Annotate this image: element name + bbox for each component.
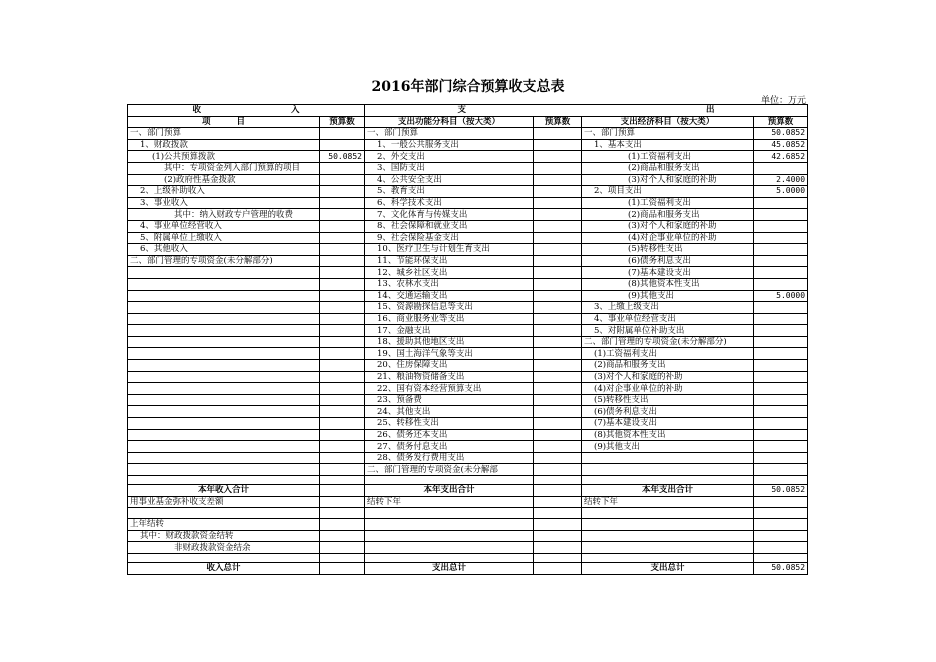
col-econ-header: 支出经济科目（按大类）: [582, 116, 754, 128]
col-item-header: [128, 116, 320, 128]
func-value-cell: [534, 441, 582, 453]
func-item-cell: 26、债务还本支出: [365, 429, 534, 441]
econ-value-cell: [754, 336, 808, 348]
budget-table-footer: [128, 476, 808, 575]
func-item-cell: 1、一般公共服务支出: [365, 139, 534, 151]
func-value-cell: [534, 360, 582, 372]
income-item-cell: 3、事业收入: [128, 197, 320, 209]
prev-carry-row: [128, 519, 808, 531]
col-item-b: 目: [236, 116, 246, 127]
econ-value-cell: [754, 162, 808, 174]
func-item-cell: 8、社会保障和就业支出: [365, 220, 534, 232]
income-value-cell: [320, 383, 365, 395]
table-row: [128, 267, 808, 279]
econ-item-cell: (8)其他资本性支出: [582, 429, 754, 441]
func-value-cell: [534, 406, 582, 418]
income-value-cell: [320, 360, 365, 372]
func-value-cell: [534, 383, 582, 395]
econ-item-cell: 二、部门管理的专项资金(未分解部分): [582, 336, 754, 348]
table-row: [128, 139, 808, 151]
func-value-cell: [534, 186, 582, 198]
income-value-cell: [320, 418, 365, 430]
econ-item-cell: (6)债务利息支出: [582, 406, 754, 418]
table-row: [128, 406, 808, 418]
func-value-cell: [534, 348, 582, 360]
econ-value-cell: [754, 278, 808, 290]
grand-income-label: 收入总计: [128, 562, 320, 574]
econ-item-cell: (2)商品和服务支出: [582, 162, 754, 174]
income-item-cell: 其中：纳入财政专户管理的收费: [128, 209, 320, 221]
func-item-cell: 15、资源勘探信息等支出: [365, 302, 534, 314]
func-item-cell: 25、转移性支出: [365, 418, 534, 430]
income-value-cell: 50.0852: [320, 151, 365, 163]
econ-value-cell: [754, 348, 808, 360]
income-value-cell: [320, 406, 365, 418]
econ-value-cell: [754, 302, 808, 314]
func-item-cell: 6、科学技术支出: [365, 197, 534, 209]
income-value-cell: [320, 128, 365, 140]
income-item-cell: [128, 348, 320, 360]
econ-item-cell: (4)对企事业单位的补助: [582, 232, 754, 244]
income-item-cell: (1)公共预算拨款: [128, 151, 320, 163]
expense-header-b: 出: [706, 105, 715, 116]
func-value-cell: [534, 220, 582, 232]
func-item-cell: 12、城乡社区支出: [365, 267, 534, 279]
func-item-cell: 20、住房保障支出: [365, 360, 534, 372]
econ-item-cell: (5)转移性支出: [582, 244, 754, 256]
income-value-cell: [320, 278, 365, 290]
func-item-cell: 27、债务付息支出: [365, 441, 534, 453]
econ-value-cell: 50.0852: [754, 128, 808, 140]
carry-func-label: 结转下年: [365, 496, 534, 508]
func-value-cell: [534, 128, 582, 140]
spacer-row: [128, 476, 808, 485]
func-item-cell: 23、预备费: [365, 394, 534, 406]
func-item-cell: 3、国防支出: [365, 162, 534, 174]
unit-label: 单位：万元: [760, 96, 806, 106]
table-row: [128, 371, 808, 383]
income-item-cell: [128, 418, 320, 430]
func-item-cell: 28、债务发行费用支出: [365, 452, 534, 464]
func-value-cell: [534, 336, 582, 348]
page-title: 2016年部门综合预算收支总表: [371, 79, 565, 95]
func-value-cell: [534, 302, 582, 314]
table-row: [128, 209, 808, 221]
func-value-cell: [534, 394, 582, 406]
income-item-cell: [128, 371, 320, 383]
income-item-cell: 1、财政拨款: [128, 139, 320, 151]
income-value-cell: [320, 348, 365, 360]
econ-item-cell: (8)其他资本性支出: [582, 278, 754, 290]
func-item-cell: 7、文化体育与传媒支出: [365, 209, 534, 221]
income-item-cell: [128, 383, 320, 395]
income-item-cell: [128, 394, 320, 406]
income-header-a: 收: [192, 105, 201, 116]
func-item-cell: 21、粮油物资储备支出: [365, 371, 534, 383]
income-item-cell: [128, 441, 320, 453]
income-value-cell: [320, 186, 365, 198]
income-value-cell: [320, 267, 365, 279]
func-item-cell: 24、其他支出: [365, 406, 534, 418]
table-row: [128, 197, 808, 209]
func-value-cell: [534, 464, 582, 476]
prev-fiscal-label: 其中：财政拨款资金结转: [128, 530, 320, 542]
table-row: [128, 162, 808, 174]
income-item-cell: 二、部门管理的专项资金(未分解部分): [128, 255, 320, 267]
func-item-cell: 一、部门预算: [365, 128, 534, 140]
econ-value-cell: [754, 220, 808, 232]
econ-value-cell: [754, 406, 808, 418]
income-item-cell: [128, 313, 320, 325]
func-value-cell: [534, 162, 582, 174]
func-value-cell: [534, 429, 582, 441]
func-item-cell: 18、援助其他地区支出: [365, 336, 534, 348]
income-item-cell: [128, 406, 320, 418]
func-value-cell: [534, 232, 582, 244]
func-item-cell: 13、农林水支出: [365, 278, 534, 290]
budget-table-body: [128, 105, 808, 476]
table-row: [128, 255, 808, 267]
income-item-cell: [128, 464, 320, 476]
income-item-cell: 一、部门预算: [128, 128, 320, 140]
income-item-cell: [128, 336, 320, 348]
carry-econ-label: 结转下年: [582, 496, 754, 508]
econ-item-cell: (2)商品和服务支出: [582, 360, 754, 372]
econ-value-cell: 5.0000: [754, 186, 808, 198]
func-item-cell: 5、教育支出: [365, 186, 534, 198]
func-value-cell: [534, 325, 582, 337]
col-item-a: 项: [201, 116, 211, 127]
econ-value-cell: [754, 394, 808, 406]
func-value-cell: [534, 267, 582, 279]
func-value-cell: [534, 255, 582, 267]
func-value-cell: [534, 418, 582, 430]
econ-value-cell: [754, 383, 808, 395]
income-value-cell: [320, 441, 365, 453]
table-row: [128, 232, 808, 244]
econ-item-cell: (5)转移性支出: [582, 394, 754, 406]
econ-item-cell: (9)其他支出: [582, 290, 754, 302]
prev-fiscal-row: [128, 530, 808, 542]
table-row: [128, 186, 808, 198]
table-row: [128, 325, 808, 337]
func-item-cell: 2、外交支出: [365, 151, 534, 163]
income-value-cell: [320, 325, 365, 337]
prev-nonfiscal-row: [128, 542, 808, 554]
income-item-cell: [128, 290, 320, 302]
income-value-cell: [320, 209, 365, 221]
econ-value-cell: [754, 232, 808, 244]
func-item-cell: 10、医疗卫生与计划生育支出: [365, 244, 534, 256]
grand-func-label: 支出总计: [365, 562, 534, 574]
income-item-cell: [128, 429, 320, 441]
table-row: [128, 464, 808, 476]
econ-item-cell: [582, 464, 754, 476]
income-item-cell: [128, 325, 320, 337]
prev-carry-label: 上年结转: [128, 519, 320, 531]
col-budget-header-3: 预算数: [754, 116, 808, 128]
income-value-cell: [320, 232, 365, 244]
income-item-cell: (2)政府性基金拨款: [128, 174, 320, 186]
col-func-header: 支出功能分科目（按大类）: [365, 116, 534, 128]
prev-nonfiscal-label: 非财政拨款资金结余: [128, 542, 320, 554]
econ-value-cell: [754, 429, 808, 441]
econ-item-cell: 3、上缴上级支出: [582, 302, 754, 314]
income-item-cell: [128, 360, 320, 372]
income-value-cell: [320, 464, 365, 476]
table-row: [128, 360, 808, 372]
income-value-cell: [320, 313, 365, 325]
econ-item-cell: (4)对企事业单位的补助: [582, 383, 754, 395]
year-func-total-value: [534, 485, 582, 497]
income-value-cell: [320, 429, 365, 441]
econ-value-cell: 42.6852: [754, 151, 808, 163]
year-econ-total-label: 本年支出合计: [582, 485, 754, 497]
income-item-cell: 6、其他收入: [128, 244, 320, 256]
econ-item-cell: (1)工资福利支出: [582, 348, 754, 360]
econ-item-cell: [582, 452, 754, 464]
expense-header-a: 支: [457, 105, 467, 116]
econ-item-cell: (6)债务利息支出: [582, 255, 754, 267]
year-income-total-label: 本年收入合计: [128, 485, 320, 497]
econ-value-cell: 2.4000: [754, 174, 808, 186]
year-econ-total-value: 50.0852: [754, 485, 808, 497]
func-item-cell: 9、社会保险基金支出: [365, 232, 534, 244]
header-row-2: [128, 116, 808, 128]
income-value-cell: [320, 220, 365, 232]
income-value-cell: [320, 162, 365, 174]
table-row: [128, 394, 808, 406]
econ-value-cell: 5.0000: [754, 290, 808, 302]
func-value-cell: [534, 197, 582, 209]
col-budget-header-2: 预算数: [534, 116, 582, 128]
income-value-cell: [320, 139, 365, 151]
econ-value-cell: [754, 197, 808, 209]
year-total-row: [128, 485, 808, 497]
econ-item-cell: 2、项目支出: [582, 186, 754, 198]
econ-item-cell: (7)基本建设支出: [582, 418, 754, 430]
income-item-cell: [128, 302, 320, 314]
econ-item-cell: (9)其他支出: [582, 441, 754, 453]
func-value-cell: [534, 139, 582, 151]
col-budget-header-1: 预算数: [320, 116, 365, 128]
econ-value-cell: [754, 464, 808, 476]
econ-item-cell: (2)商品和服务支出: [582, 209, 754, 221]
table-row: [128, 452, 808, 464]
table-row: [128, 302, 808, 314]
econ-item-cell: 1、基本支出: [582, 139, 754, 151]
func-item-cell: 11、节能环保支出: [365, 255, 534, 267]
income-header-b: 入: [291, 105, 300, 116]
func-item-cell: 二、部门管理的专项资金(未分解部: [365, 464, 534, 476]
econ-value-cell: [754, 267, 808, 279]
income-value-cell: [320, 302, 365, 314]
income-item-cell: 5、附属单位上缴收入: [128, 232, 320, 244]
func-value-cell: [534, 209, 582, 221]
econ-item-cell: (1)工资福利支出: [582, 151, 754, 163]
income-item-cell: [128, 267, 320, 279]
econ-value-cell: [754, 244, 808, 256]
income-value-cell: [320, 394, 365, 406]
econ-item-cell: (3)对个人和家庭的补助: [582, 371, 754, 383]
table-row: [128, 174, 808, 186]
table-row: [128, 418, 808, 430]
econ-item-cell: (3)对个人和家庭的补助: [582, 174, 754, 186]
func-value-cell: [534, 244, 582, 256]
func-item-cell: 17、金融支出: [365, 325, 534, 337]
func-value-cell: [534, 151, 582, 163]
income-item-cell: [128, 278, 320, 290]
income-item-cell: [128, 452, 320, 464]
econ-value-cell: [754, 452, 808, 464]
econ-value-cell: [754, 255, 808, 267]
grand-econ-value: 50.0852: [754, 562, 808, 574]
grand-econ-label: 支出总计: [582, 562, 754, 574]
spacer-row-3: [128, 553, 808, 562]
income-value-cell: [320, 255, 365, 267]
econ-value-cell: [754, 441, 808, 453]
carry-row: [128, 496, 808, 508]
year-income-total-value: [320, 485, 365, 497]
econ-value-cell: [754, 209, 808, 221]
table-row: [128, 290, 808, 302]
income-item-cell: 其中：专项资金列入部门预算的项目: [128, 162, 320, 174]
econ-value-cell: [754, 325, 808, 337]
income-value-cell: [320, 244, 365, 256]
income-value-cell: [320, 290, 365, 302]
func-item-cell: 22、国有资本经营预算支出: [365, 383, 534, 395]
func-value-cell: [534, 371, 582, 383]
income-header: [128, 105, 365, 117]
econ-item-cell: (3)对个人和家庭的补助: [582, 220, 754, 232]
func-value-cell: [534, 174, 582, 186]
table-row: [128, 244, 808, 256]
table-row: [128, 151, 808, 163]
func-item-cell: 19、国土海洋气象等支出: [365, 348, 534, 360]
header-row-1: [128, 105, 808, 117]
func-value-cell: [534, 290, 582, 302]
econ-value-cell: [754, 360, 808, 372]
expense-header: [365, 105, 808, 117]
table-row: [128, 278, 808, 290]
income-value-cell: [320, 452, 365, 464]
fund-balance-label: 用事业基金弥补收支差额: [128, 496, 320, 508]
table-row: [128, 429, 808, 441]
table-row: [128, 383, 808, 395]
income-value-cell: [320, 197, 365, 209]
table-row: [128, 220, 808, 232]
budget-table: [127, 104, 808, 575]
table-row: [128, 441, 808, 453]
income-item-cell: 4、事业单位经营收入: [128, 220, 320, 232]
income-value-cell: [320, 336, 365, 348]
econ-item-cell: (1)工资福利支出: [582, 197, 754, 209]
func-value-cell: [534, 452, 582, 464]
grand-total-row: [128, 562, 808, 574]
func-item-cell: 14、交通运输支出: [365, 290, 534, 302]
year-func-total-label: 本年支出合计: [365, 485, 534, 497]
table-row: [128, 348, 808, 360]
econ-item-cell: (7)基本建设支出: [582, 267, 754, 279]
table-row: [128, 336, 808, 348]
income-item-cell: 2、上级补助收入: [128, 186, 320, 198]
table-row: [128, 128, 808, 140]
func-value-cell: [534, 313, 582, 325]
spacer-row-2: [128, 508, 808, 519]
table-row: [128, 313, 808, 325]
econ-value-cell: [754, 418, 808, 430]
income-value-cell: [320, 174, 365, 186]
func-value-cell: [534, 278, 582, 290]
func-item-cell: 4、公共安全支出: [365, 174, 534, 186]
econ-item-cell: 5、对附属单位补助支出: [582, 325, 754, 337]
econ-value-cell: [754, 313, 808, 325]
income-value-cell: [320, 371, 365, 383]
econ-item-cell: 一、部门预算: [582, 128, 754, 140]
econ-value-cell: [754, 371, 808, 383]
func-item-cell: 16、商业服务业等支出: [365, 313, 534, 325]
econ-item-cell: 4、事业单位经营支出: [582, 313, 754, 325]
econ-value-cell: 45.0852: [754, 139, 808, 151]
